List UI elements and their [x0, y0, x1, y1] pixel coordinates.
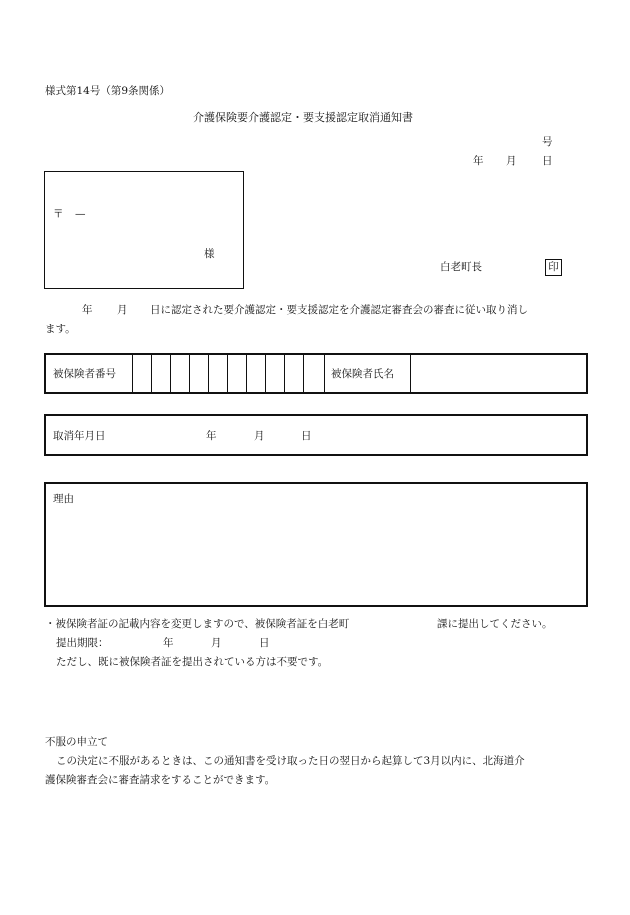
- insured-number-digit-cell[interactable]: [303, 355, 304, 392]
- insured-number-digit-cell[interactable]: [189, 355, 190, 392]
- insured-number-digit-cell[interactable]: [246, 355, 247, 392]
- note-line-1a: ・被保険者証の記載内容を変更しますので、被保険者証を白老町: [45, 618, 350, 630]
- intro-month: 月: [117, 304, 128, 316]
- insured-table: [44, 353, 588, 394]
- intro-year: 年: [82, 304, 93, 316]
- date-day-label: 日: [542, 155, 553, 167]
- address-box[interactable]: [44, 171, 244, 289]
- cancel-date-label: 取消年月日: [53, 430, 106, 442]
- cancel-date-year: 年: [206, 430, 217, 442]
- document-title: 介護保険要介護認定・要支援認定取消通知書: [193, 111, 413, 124]
- reason-box[interactable]: [44, 482, 588, 607]
- insured-number-digit-cell[interactable]: [284, 355, 285, 392]
- insured-number-digit-cell[interactable]: [265, 355, 266, 392]
- intro-line-2: ます。: [45, 323, 76, 335]
- reason-label: 理由: [53, 493, 74, 505]
- cancel-date-month: 月: [254, 430, 265, 442]
- doc-number-label: 号: [542, 136, 553, 148]
- issuer-title: 白老町長: [440, 261, 482, 273]
- date-year-label: 年: [473, 155, 484, 167]
- cancel-date-day: 日: [301, 430, 312, 442]
- postal-dash: —: [75, 208, 86, 220]
- appeal-line-1: この決定に不服があるときは、この通知書を受け取った日の翌日から起算して3月以内に、北海道介: [56, 755, 525, 767]
- insured-number-digit-cell[interactable]: [170, 355, 171, 392]
- postal-mark: 〒: [53, 208, 64, 220]
- insured-number-digit-cell[interactable]: [132, 355, 133, 392]
- deadline-day: 日: [259, 637, 270, 649]
- insured-name-value-cell[interactable]: [410, 355, 411, 392]
- date-month-label: 月: [506, 155, 517, 167]
- cancel-date-row[interactable]: [44, 414, 588, 456]
- deadline-month: 月: [211, 637, 222, 649]
- insured-name-label: 被保険者氏名: [331, 368, 394, 380]
- seal-mark: 印: [545, 259, 562, 276]
- insured-number-label: 被保険者番号: [53, 368, 116, 380]
- appeal-heading: 不服の申立て: [45, 736, 108, 748]
- note-line-3: ただし、既に被保険者証を提出されている方は不要です。: [56, 656, 329, 668]
- intro-line-1: 日に認定された要介護認定・要支援認定を介護認定審査会の審査に従い取り消し: [150, 304, 528, 316]
- appeal-line-2: 護保険審査会に審査請求をすることができます。: [45, 774, 276, 786]
- insured-number-digit-cell[interactable]: [208, 355, 209, 392]
- form-number: 様式第14号（第9条関係）: [45, 85, 171, 97]
- honorific-sama: 様: [204, 248, 215, 260]
- deadline-label: 提出期限：: [56, 637, 109, 649]
- deadline-year: 年: [163, 637, 174, 649]
- insured-number-digit-cell[interactable]: [151, 355, 152, 392]
- insured-number-digit-cell[interactable]: [227, 355, 228, 392]
- note-line-1b: 課に提出してください。: [437, 618, 553, 630]
- insured-name-label-cell: [324, 355, 325, 392]
